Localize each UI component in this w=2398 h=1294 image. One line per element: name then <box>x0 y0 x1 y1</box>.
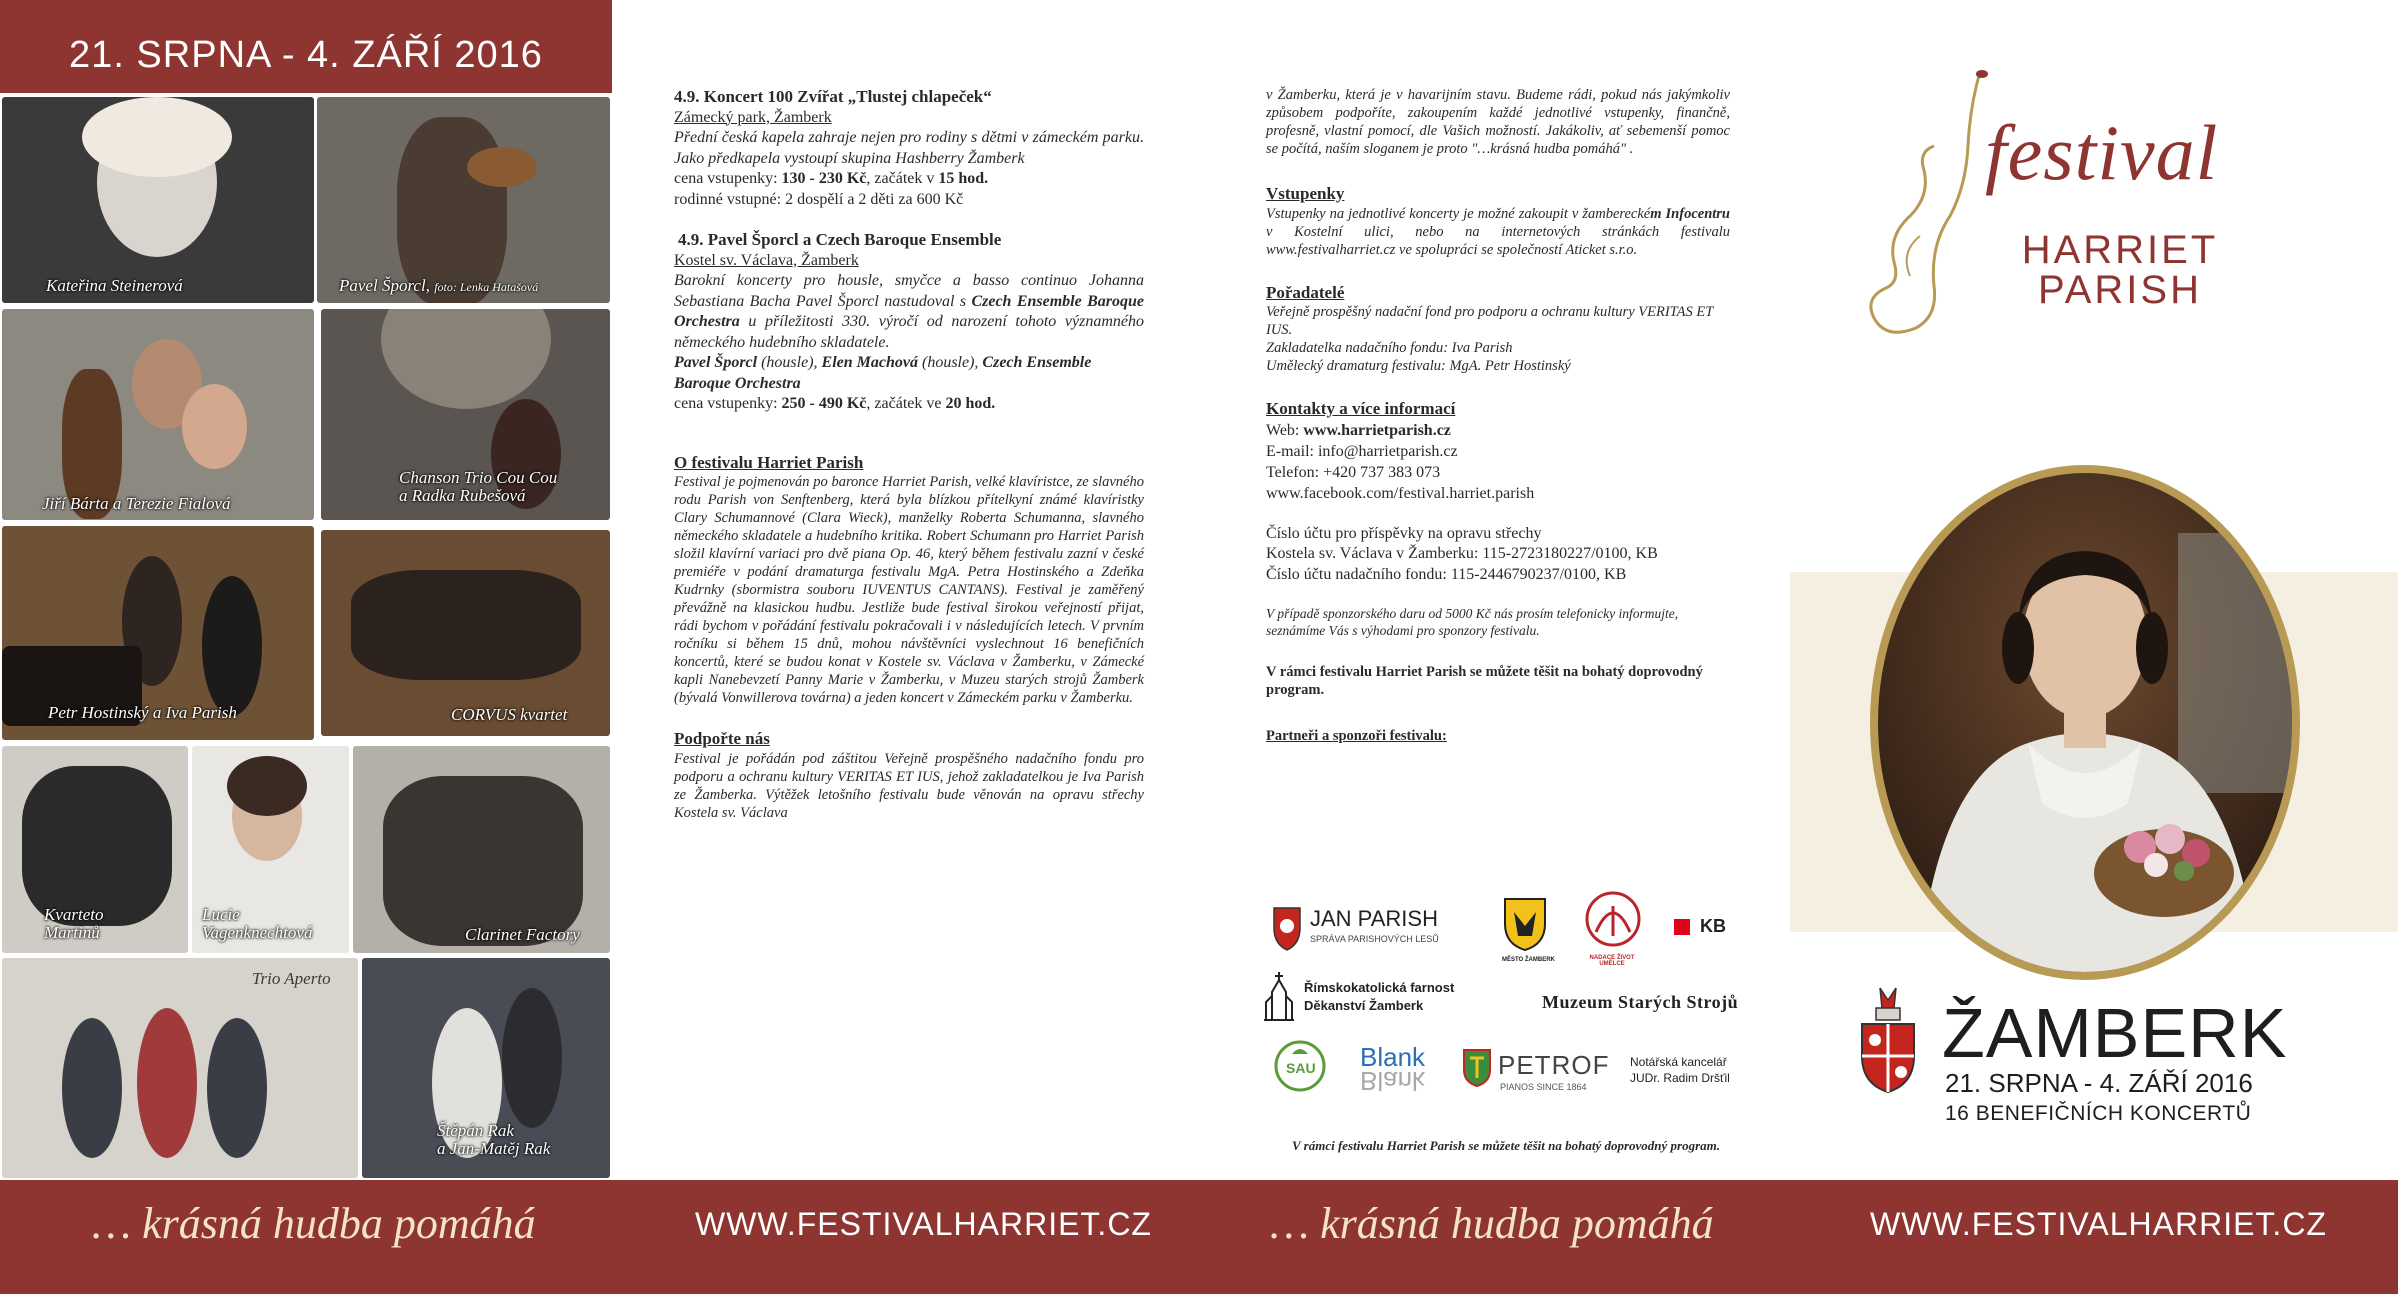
logo-farnost-text: Římskokatolická farnost <box>1304 980 1455 995</box>
caption-hostinsky: Petr Hostinský a Iva Parish <box>48 703 237 722</box>
support-title: Podpořte nás <box>674 729 770 748</box>
caption-barta: Jiří Bárta a Terezie Fialová <box>42 494 231 513</box>
logo-mesto-text: MĚSTO ŽAMBERK <box>1502 957 1555 963</box>
photo-corvus <box>321 530 610 736</box>
logo-notar: Notářská kancelář JUDr. Radim Dršťil <box>1630 1055 1730 1085</box>
contact-facebook[interactable]: www.facebook.com/festival.harriet.parish <box>1266 484 1535 502</box>
caption-kvarteto: Kvarteto Martinů <box>44 905 104 942</box>
logo-petrof-sub: PIANOS SINCE 1864 <box>1500 1082 1587 1092</box>
contact-phone: Telefon: +420 737 383 073 <box>1266 463 1441 481</box>
contact-email[interactable]: E-mail: info@harrietparish.cz <box>1266 442 1458 460</box>
account-1: Číslo účtu pro příspěvky na opravu střechy <box>1266 524 1542 542</box>
logo-muzeum: Muzeum Starých Strojů <box>1542 992 1739 1012</box>
logo-kb-text: KB <box>1700 916 1726 936</box>
nadace-icon <box>1582 888 1644 950</box>
footer-url-left[interactable]: WWW.FESTIVALHARRIET.CZ <box>695 1206 1152 1242</box>
account-2: Kostela sv. Václava v Žamberku: 115-2723180227/0100, KB <box>1266 545 1658 562</box>
photo-hostinsky <box>2 526 314 740</box>
bottom-program-note: V rámci festivalu Harriet Parish se můžete těšit na bohatý doprovodný program. <box>1291 1138 1721 1153</box>
contact-title: Kontakty a více informací <box>1266 399 1456 418</box>
caption-lucie: Lucie Vagenknechtová <box>202 905 313 942</box>
cover-dates: 21. SRPNA - 4. ZÁŘÍ 2016 <box>1945 1068 2253 1098</box>
logo-farnost-sub: Děkanství Žamberk <box>1304 998 1424 1013</box>
info-column <box>1266 86 1730 745</box>
event1-price: cena vstupenky: 130 - 230 Kč, začátek v 15 hod. <box>674 170 989 187</box>
about-title: O festivalu Harriet Parish <box>674 452 864 472</box>
event2-title: 4.9. Pavel Šporcl a Czech Baroque Ensemble <box>678 230 1002 249</box>
support-text: Festival je pořádán pod záštitou Veřejně prospěšného nadačního fondu pro podporu a ochranu kultury VERITAS ET IUS, jehož zakladatelkou je Iva Parish ze Žamberka. Výtěžek letošního festivalu bude věnován na opravu střechy Kostela sv. Václava <box>674 750 1144 821</box>
logo-sau-text: SAU <box>1286 1060 1316 1076</box>
event2-price: cena vstupenky: 250 - 490 Kč, začátek ve 20 hod. <box>674 395 996 412</box>
logo-sau <box>1274 1040 1330 1096</box>
tickets-title: Vstupenky <box>1266 184 1345 203</box>
zamberk-coat-of-arms-icon <box>1858 986 1918 1096</box>
caption-corvus: CORVUS kvartet <box>451 705 568 724</box>
group-shape <box>383 776 583 946</box>
face-shape-2 <box>182 384 247 469</box>
partners-title: Partneři a sponzoři festivalu: <box>1266 728 1447 744</box>
figure-shape-2 <box>502 988 562 1128</box>
about-text: Festival je pojmenován po baronce Harriet Parish, velké klavíristce, ze slavného rodu Parish von Senftenberg, která byla blízkou přítelkyní známé klavíristky Clary Schumannové (Clara Wieck), manželky Roberta Schumanna, slavného německého skladatele a hudebního kritika. Robert Schumann pro Harriet Parish složil klavírní variaci pro dvě piana Op. 46, který během festivalu zazní v české premiéře v podání dramaturga festivalu MgA. Petra Hostinského a Zdeňka Kudrnky (sbormistra souboru IUVENTUS CANTANS). Festival je zaměřený převážně na klasickou hudbu. Jestliže bude festival širokou veřejností přijat, rádi bychom v pořádání festivalu pokračovali i v následujících letech. V prvním ročníku si během 15 dnů, mohou návštěvníci vyslechnout 16 benefičních koncertů, které se budou konat v Kostele sv. Václava v Žamberku, v Zámecké kapli Nanebevzetí Panny Marie v Žamberku, v Muzeu starých strojů Žamberk (bývalá Vonwillerova továrna) a jeden koncert v Zámeckém parku v Žamberku. <box>674 474 1144 706</box>
festival-wordmark: festival <box>1985 109 2219 196</box>
figure-shape-1 <box>62 1018 122 1158</box>
logo-blank-text: Blank <box>1360 1042 1426 1072</box>
harriet-parish-title: HARRIET PARISH <box>2021 228 2219 312</box>
kb-square-icon <box>1674 919 1690 935</box>
photo-lucie <box>192 746 349 953</box>
event2-desc: Barokní koncerty pro housle, smyčce a basso continuo Johanna Sebastiana Bacha Pavel Šporcl nastudoval s Czech Ensemble Baroque Orchestra u příležitosti 330. výročí od narození tohoto významného německého hudebního skladatele. <box>674 272 1144 351</box>
tickets-text: Vstupenky na jednotlivé koncerty je možné zakoupit v žambereckém Infocentru v Kostelní ulici, nebo na internetových stránkách festivalu www.festivalharriet.cz ve spolupráci se společností Aticket s.r.o. <box>1266 205 1730 258</box>
photo-trio <box>2 958 358 1178</box>
photo-chanson <box>321 309 610 520</box>
logo-kb <box>1674 916 1754 946</box>
caption-clarinet: Clarinet Factory <box>465 925 580 944</box>
footer-slogan-right: … krásná hudba pomáhá <box>1270 1199 1714 1248</box>
logo-blank-mirror: Blank <box>1360 1066 1426 1096</box>
organizers-title: Pořadatelé <box>1266 282 1345 302</box>
organizers-2: Zakladatelka nadačního fondu: Iva Parish <box>1266 340 1513 356</box>
town-name: ŽAMBERK <box>1942 994 2288 1072</box>
logo-nadace <box>1582 888 1652 968</box>
shield-icon <box>1272 904 1302 952</box>
event1-family: rodinné vstupné: 2 dospělí a 2 děti za 600 Kč <box>674 190 964 208</box>
program-column <box>674 87 1144 822</box>
figure-shape-2 <box>202 576 262 716</box>
event2-place: Kostel sv. Václava, Žamberk <box>674 251 859 269</box>
event1-place: Zámecký park, Žamberk <box>674 108 832 126</box>
coat-of-arms-icon <box>1502 896 1548 952</box>
sponsor-note: V případě sponzorského daru od 5000 Kč nás prosím telefonicky informujte, seznámíme Vás s výhodami pro sponzory festivalu. <box>1266 606 1679 638</box>
photo-clarinet <box>353 746 610 953</box>
organizers-3: Umělecký dramaturg festivalu: MgA. Petr Hostinský <box>1266 358 1571 374</box>
church-icon <box>1262 970 1296 1022</box>
photo-kvarteto <box>2 746 188 953</box>
photo-panel <box>0 0 612 1180</box>
violin-shape <box>467 147 537 187</box>
support-continued: v Žamberku, která je v havarijním stavu. Budeme rádi, pokud nás jakýmkoliv způsobem podpoříte, zakoupením každé jednotlivé vstupenky, finančně, profesně, vlastní pomocí, dle Vašich možností. Jakákoliv, ať sebemenší pomoc se počítá, naším sloganem je proto "…krásná hudba pomáhá" . <box>1266 87 1730 157</box>
logo-jan-sub: SPRÁVA PARISHOVÝCH LESŮ <box>1310 934 1439 944</box>
photo-rak <box>362 958 610 1178</box>
caption-steinerova: Kateřina Steinerová <box>46 276 183 295</box>
photo-sporcl <box>317 97 610 303</box>
arch-shape <box>381 309 551 409</box>
figure-shape-3 <box>207 1018 267 1158</box>
portrait-painting <box>1878 473 2292 972</box>
caption-sporcl: Pavel Šporcl, foto: Lenka Hatašová <box>339 276 539 295</box>
logo-jan-parish <box>1272 900 1472 960</box>
event1-title: 4.9. Koncert 100 Zvířat „Tlustej chlapeček“ <box>674 87 992 106</box>
footer-url-right[interactable]: WWW.FESTIVALHARRIET.CZ <box>1870 1206 2327 1242</box>
logo-farnost <box>1262 970 1522 1026</box>
logo-mesto-zamberk <box>1502 896 1562 968</box>
portrait-painting-art <box>1878 473 2292 972</box>
logo-jan-text: JAN PARISH <box>1310 906 1438 931</box>
logo-petrof-text: PETROF <box>1498 1050 1610 1080</box>
partner-logos <box>1262 860 1772 1140</box>
event1-desc: Přední česká kapela zahraje nejen pro rodiny s dětmi v zámeckém parku. Jako předkapela vystoupí skupina Hashberry Žamberk <box>674 129 1144 167</box>
event2-performers: Pavel Šporcl (housle), Elen Machová (housle), Czech Ensemble Baroque Orchestra <box>674 354 1092 392</box>
organizers-1: Veřejně prospěšný nadační fond pro podporu a ochranu kultury VERITAS ET IUS. <box>1266 304 1714 338</box>
group-shape <box>351 570 581 680</box>
hair-shape <box>227 756 307 816</box>
logo-blank <box>1360 1044 1450 1100</box>
program-note: V rámci festivalu Harriet Parish se můžete těšit na bohatý doprovodný program. <box>1266 664 1703 698</box>
harriet-portrait <box>1870 465 2300 980</box>
contact-web: Web: www.harrietparish.cz <box>1266 421 1451 439</box>
caption-chanson: Chanson Trio Cou Cou a Radka Rubešová <box>399 468 558 505</box>
caption-rak: Štěpán Rak a Jan-Matěj Rak <box>437 1121 551 1158</box>
logo-petrof <box>1462 1048 1622 1104</box>
cover-concerts: 16 BENEFIČNÍCH KONCERTŮ <box>1945 1102 2252 1125</box>
photo-barta <box>2 309 314 520</box>
festival-date: 21. SRPNA - 4. ZÁŘÍ 2016 <box>69 34 543 76</box>
photo-steinerova <box>2 97 314 303</box>
figure-shape-2 <box>137 1008 197 1158</box>
account-3: Číslo účtu nadačního fondu: 115-2446790237/0100, KB <box>1266 565 1627 583</box>
caption-trio: Trio Aperto <box>252 969 331 988</box>
footer-slogan-left: … krásná hudba pomáhá <box>92 1199 536 1248</box>
logo-nadace-text: NADACE ŽIVOT UMĚLCE <box>1589 955 1635 967</box>
petrof-crest-icon <box>1462 1048 1492 1088</box>
group-shape <box>22 766 172 926</box>
hair-shape <box>82 97 232 177</box>
